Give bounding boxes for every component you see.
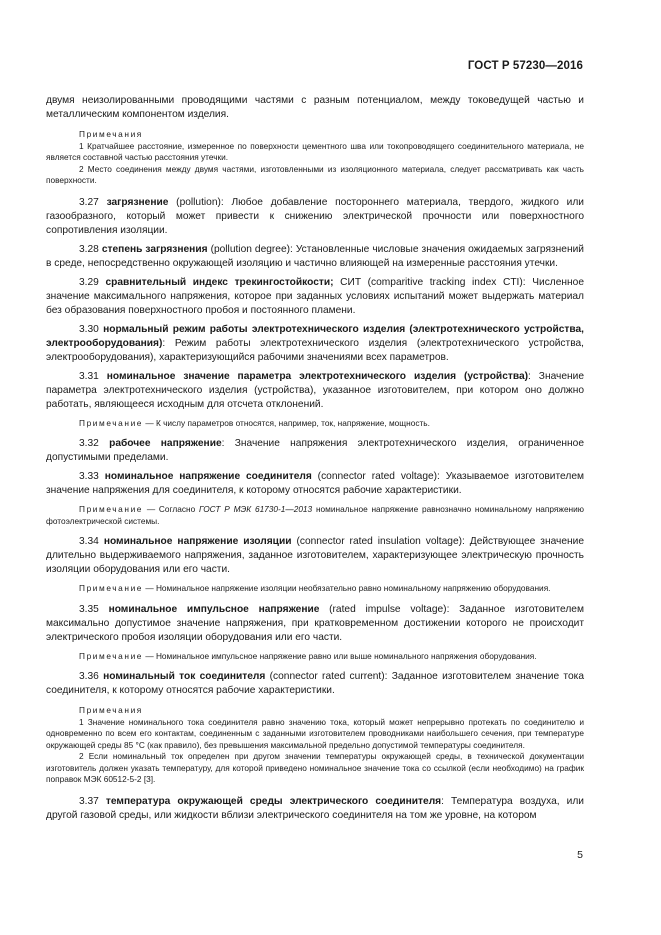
note-item: 1 Кратчайшее расстояние, измеренное по поверхности цементного шва или токопроводящего соединительного материала, не является составной частью расстояния утечки. (46, 140, 584, 162)
note-3-33: Примечание — Согласно ГОСТ Р МЭК 61730-1—2013 номинальное напряжение равнозначно номинальному напряжению фотоэлектрической системы. (46, 504, 585, 526)
note-3-35: Примечание — Номинальное импульсное напряжение равно или выше номинального напряжения оборудования. (79, 650, 537, 661)
term-3-32: 3.32 рабочее напряжение: Значение напряжения электротехнического изделия, ограниченное допустимыми пределами. (46, 438, 584, 463)
term-title: загрязнение (106, 196, 169, 208)
term-3-35: 3.35 номинальное импульсное напряжение (rated impulse voltage): Заданное изготовителем максимально допустимое значение напряжения, при кратковременном достижении которого не происходит электрического пробоя изоляции оборудования или его части. (46, 603, 584, 643)
term-title: номинальное импульсное напряжение (108, 603, 320, 615)
term-3-29: 3.29 сравнительный индекс трекингостойкости; СИТ (comparitive tracking index CTI): Численное значение максимального напряжения, которое при заданных условиях испытаний может выдержать материал без образования поверхностного пробоя и постоянного пламени. (46, 276, 584, 316)
term-title: номинальное напряжение соединителя (104, 471, 312, 482)
term-title: сравнительный индекс трекингостойкости; (105, 276, 334, 288)
term-title: температура окружающей среды электрического соединителя (105, 795, 442, 807)
notes-heading: Примечания (79, 705, 143, 715)
term-3-31: 3.31 номинальное значение параметра электротехнического изделия (устройства): Значение параметра электротехнического изделия (устройства), указанное изготовителем, при котором оно должно работать, являющееся исходным для отсчета отклонений. (46, 370, 584, 410)
document-id: ГОСТ Р 57230—2016 (467, 60, 583, 72)
term-3-36: 3.36 номинальный ток соединителя (connector rated current): Заданное изготовителем значение тока соединителя, к которому относятся рабочие характеристики. (46, 671, 584, 696)
continued-paragraph: двумя неизолированными проводящими частями с разным потенциалом, между токоведущей частью и металлическим компонентом изделия. (46, 95, 584, 120)
standard-reference: ГОСТ Р МЭК 61730-1—2013 (198, 504, 313, 514)
term-3-33: 3.33 номинальное напряжение соединителя (connector rated voltage): Указываемое изготовителем значение напряжения для соединителя, к которому относятся рабочие характеристики. (46, 471, 584, 496)
note-item: 1 Значение номинального тока соединителя равно значению тока, который может непрерывно протекать по соединителю и одновременно по всем его контактам, соединенным с заданными изготовителем проводниками наибольшего сечения, при температуре окружающей среды 85 °С (как правило), без превышения максимальной предельно допустимой температуры соединителя. (46, 716, 584, 750)
note-3-31: Примечание — К числу параметров относятся, например, ток, напряжение, мощность. (79, 417, 430, 428)
page-content (46, 94, 584, 823)
note-3-34: Примечание — Номинальное напряжение изоляции необязательно равно номинальному напряжению оборудования. (79, 583, 551, 593)
term-3-28: 3.28 степень загрязнения (pollution degree): Установленные числовые значения ожидаемых загрязнений в среде, непосредственно окружающей изоляцию и частично влияющей на измеренные расстояния утечки. (46, 243, 584, 269)
term-title: степень загрязнения (101, 243, 208, 255)
notes-heading: Примечания (79, 129, 143, 139)
term-title: номинальное значение параметра электротехнического изделия (устройства) (106, 370, 529, 382)
term-3-30: 3.30 нормальный режим работы электротехнического изделия (электротехнического устройства, электрооборудования): Режим работы электротехнического изделия (электротехнического устройства, электрооборудования), характеризующийся рабочими значениями всех параметров. (46, 323, 584, 363)
term-title: номинальный ток соединителя (103, 671, 266, 682)
page-number: 5 (577, 849, 583, 861)
note-item: 2 Место соединения между двумя частями, изготовленными из изоляционного материала, следует рассматривать как часть поверхности. (46, 163, 584, 185)
term-title: номинальное напряжение изоляции (103, 536, 292, 547)
term-title: нормальный режим работы электротехнического изделия (электротехнического устройства, электрооборудования) (46, 323, 584, 349)
term-3-34: 3.34 номинальное напряжение изоляции (connector rated insulation voltage): Действующее значение длительно выдерживаемого напряжения, заданное изготовителем, характеризующее электрическую прочность изоляции оборудования или его части. (46, 536, 585, 575)
term-3-37: 3.37 температура окружающей среды электрического соединителя: Температура воздуха, или другой газовой среды, или жидкости вблизи электрического соединителя на том же уровне, на котором (46, 795, 584, 821)
term-3-27: 3.27 загрязнение (pollution): Любое добавление постороннего материала, твердого, жидкого или газообразного, который может привести к снижению электрической прочности или поверхностного сопротивления изоляции. (46, 196, 584, 236)
term-title: рабочее напряжение (109, 438, 222, 449)
note-item: 2 Если номинальный ток определен при другом значении температуры окружающей среды, в технической документации изготовитель должен указать температуру, для которой приведено номинальное значение тока со ссылкой (если необходимо) на график поправок МЭК 60512-5-2 [3]. (46, 751, 584, 784)
